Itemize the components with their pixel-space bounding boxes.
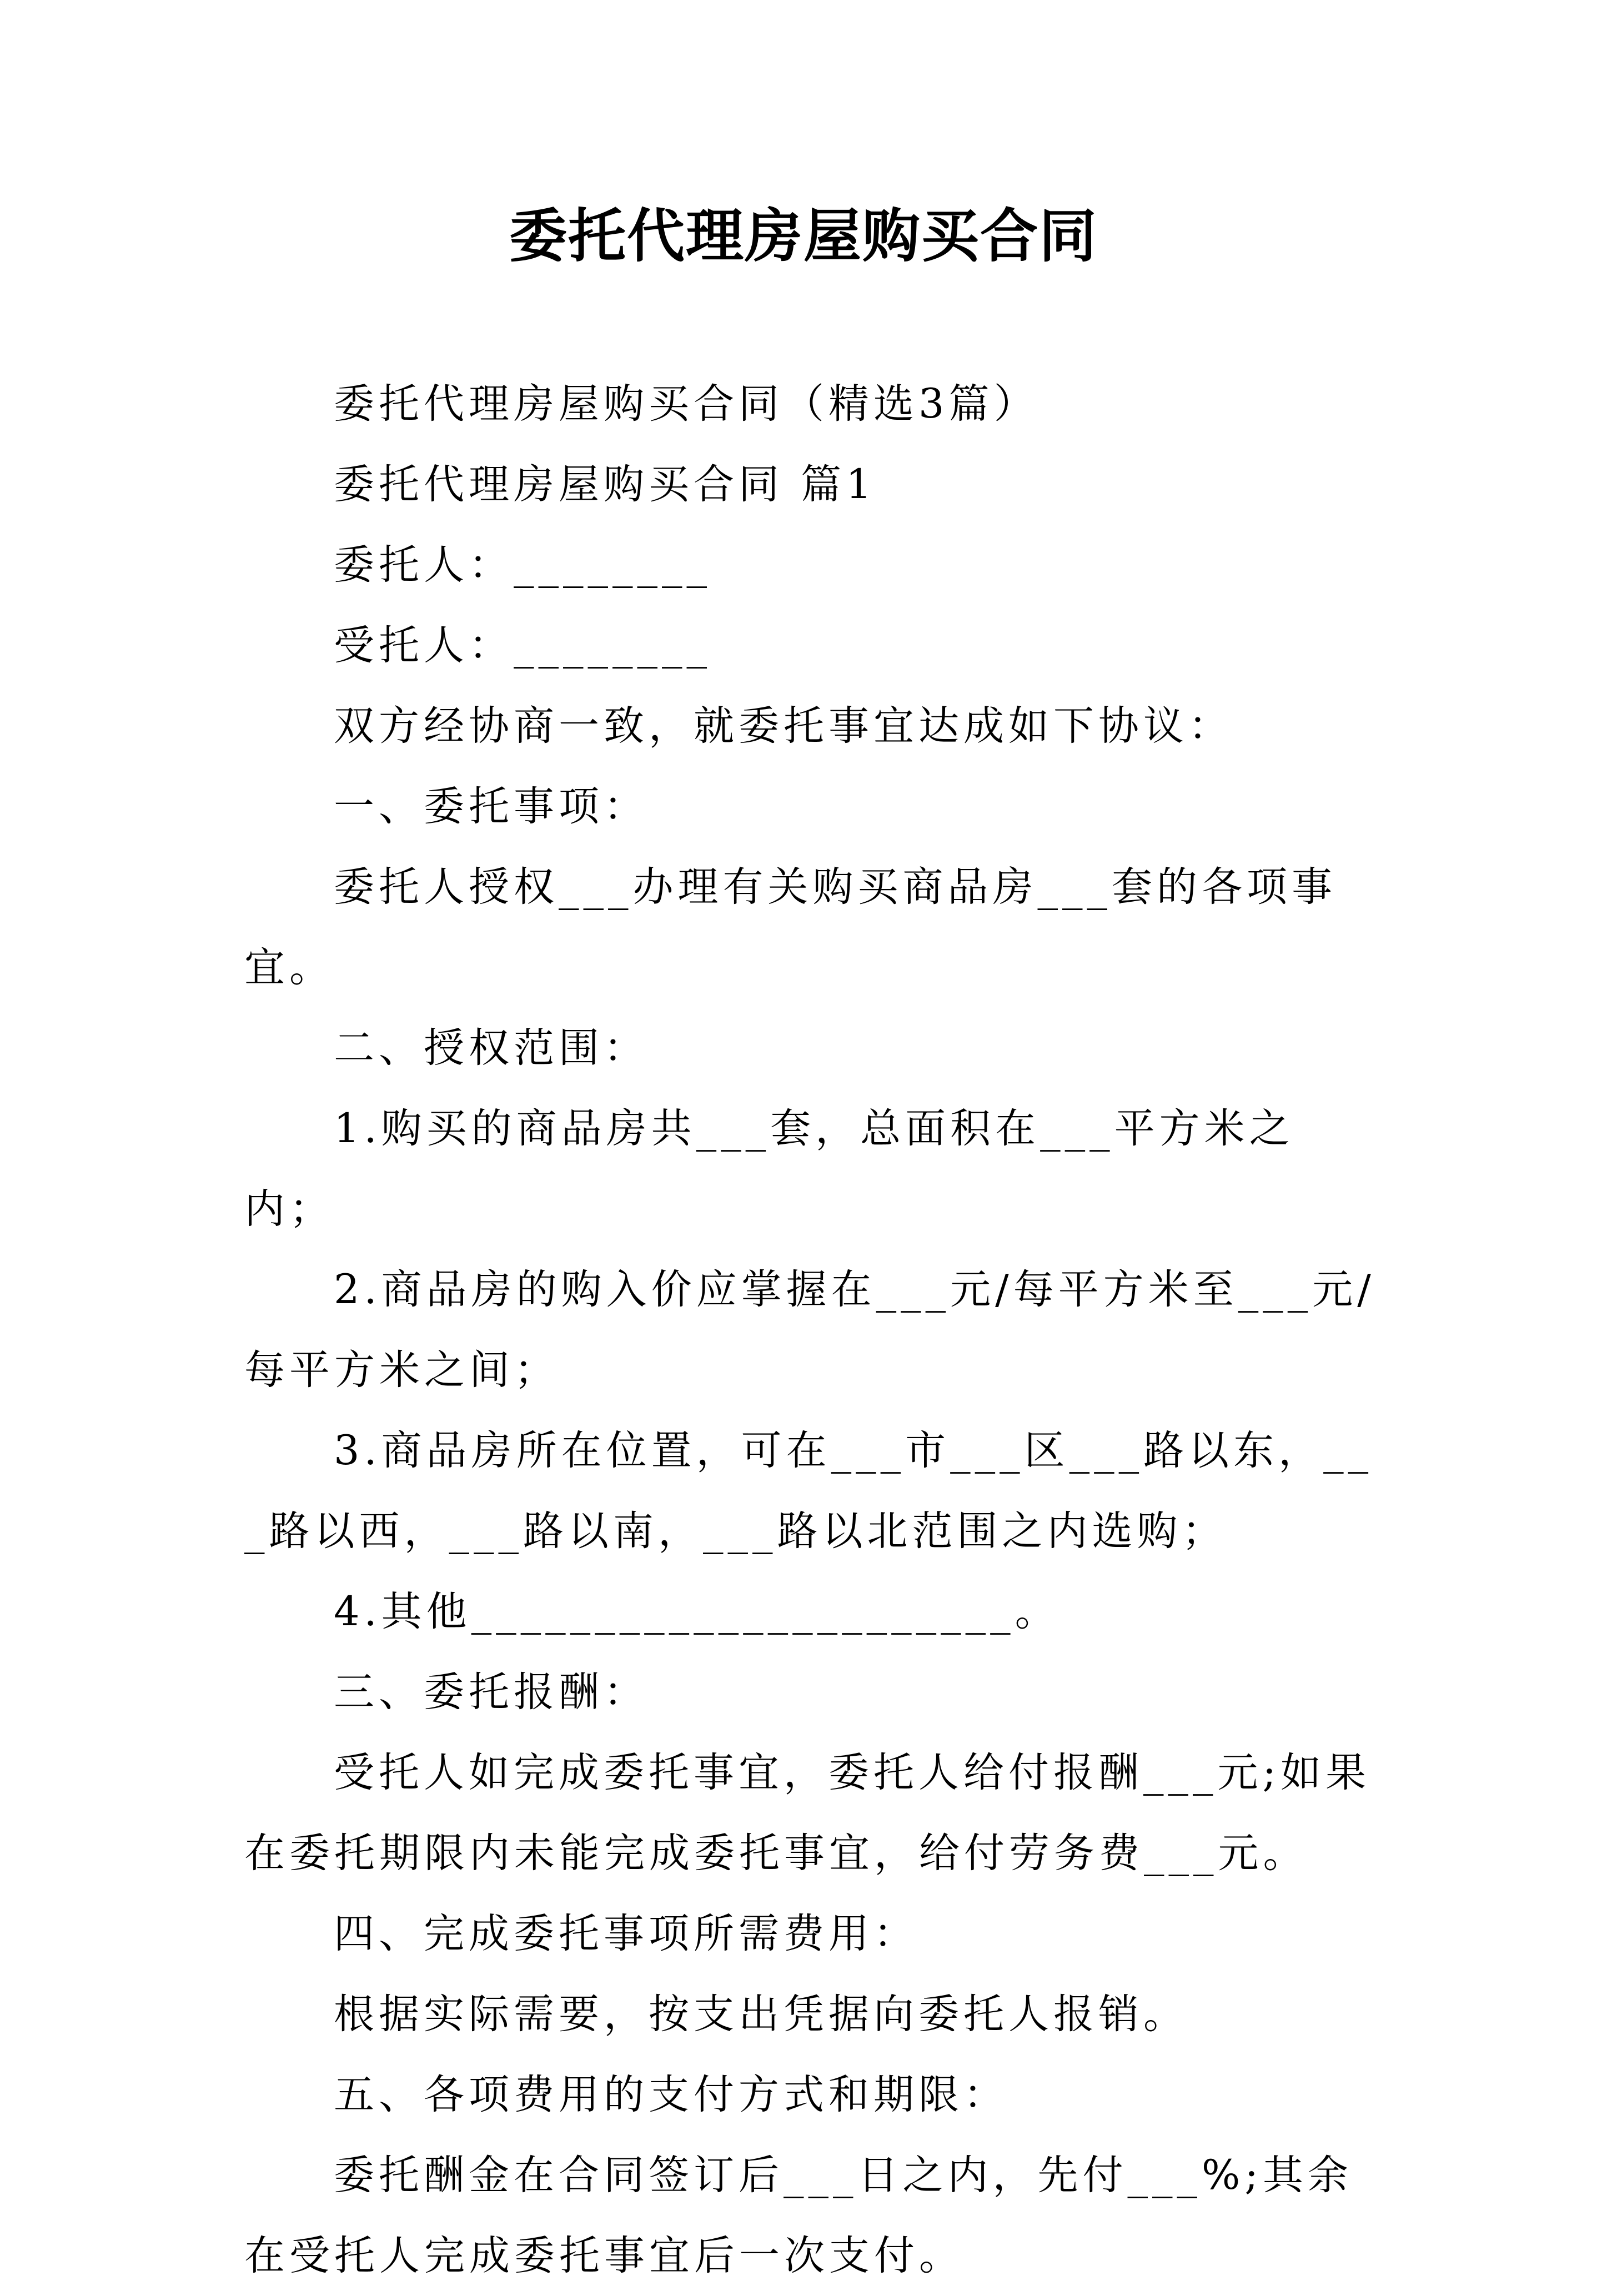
- section-heading-2: 二、授权范围：: [334, 1024, 649, 1072]
- document-body: [244, 364, 1377, 2296]
- list-item-2-2: 2.商品房的购入价应掌握在___元/每平方米至___元/每平方米之间；: [244, 1266, 1375, 1394]
- list-item-2-4: 4.其他______________________。: [334, 1588, 1060, 1635]
- section-heading-4: 四、完成委托事项所需费用：: [334, 1910, 918, 1957]
- section-heading-1: 一、委托事项：: [334, 783, 649, 830]
- document-title: 委托代理房屋购买合同: [509, 202, 1098, 270]
- paragraph-chapter-heading: 委托代理房屋购买合同 篇1: [334, 461, 876, 508]
- list-item-2-3: 3.商品房所在位置，可在___市___区___路以东，___路以西，___路以南，___路以北范围之内选购；: [244, 1427, 1373, 1555]
- paragraph-section-1: 委托人授权___办理有关购买商品房___套的各项事宜。: [244, 863, 1337, 991]
- paragraph-agreement-intro: 双方经协商一致，就委托事宜达成如下协议：: [334, 702, 1233, 750]
- section-heading-5: 五、各项费用的支付方式和期限：: [334, 2071, 1008, 2118]
- paragraph-section-5: 委托酬金在合同签订后___日之内，先付___%;其余在受托人完成委托事宜后一次支付。: [244, 2152, 1353, 2279]
- paragraph-agent: 受托人：________: [334, 622, 711, 669]
- section-heading-3: 三、委托报酬：: [334, 1669, 649, 1716]
- list-item-2-1: 1.购买的商品房共___套，总面积在___平方米之内；: [244, 1105, 1294, 1233]
- paragraph-section-4: 根据实际需要，按支出凭据向委托人报销。: [334, 1991, 1188, 2038]
- paragraph-principal: 委托人：________: [334, 541, 711, 589]
- paragraph-section-3: 受托人如完成委托事宜，委托人给付报酬___元;如果在委托期限内未能完成委托事宜，给付劳务费___元。: [244, 1749, 1371, 1877]
- paragraph-subtitle: 委托代理房屋购买合同（精选3篇）: [334, 380, 1039, 428]
